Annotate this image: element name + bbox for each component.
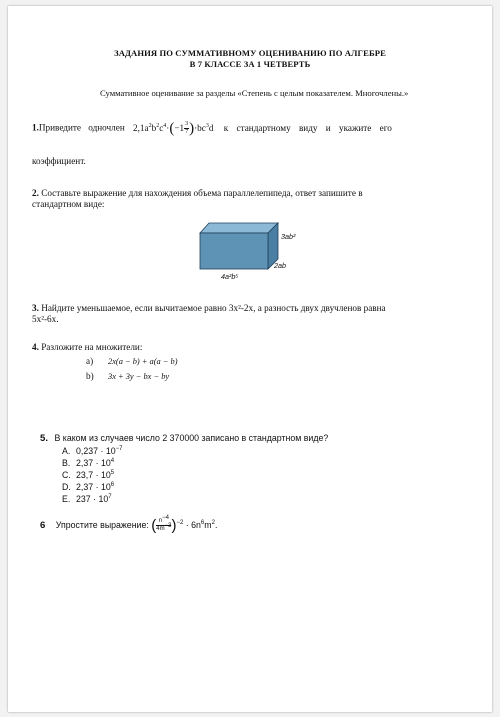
q5-option-d-exp: 6: [110, 482, 115, 489]
q3-number: 3.: [32, 303, 39, 313]
q5-option-d: [62, 482, 114, 492]
q4-item-b-expr: 3x + 3y − bx − by: [108, 372, 170, 381]
q4-item-b: [86, 371, 169, 381]
q4-item-b-label: b): [86, 371, 94, 381]
parallelepiped-diagram: [196, 221, 318, 283]
header-line-2: В 7 КЛАССЕ ЗА 1 ЧЕТВЕРТЬ: [189, 59, 311, 69]
q2-number: 2.: [32, 188, 39, 198]
q5-text: В каком из случаев число 2 370000 записано в стандартном виде?: [54, 433, 329, 443]
q5-option-c-value: 23,7 · 10: [76, 470, 111, 480]
q5-option-e-label: E.: [62, 494, 71, 504]
q5-option-c: [62, 470, 114, 480]
q2-text-line-1: Составьте выражение для нахождения объема параллелепипеда, ответ запишите в: [41, 188, 363, 198]
q1-text-b: к стандартному виду и укажите его: [223, 122, 392, 133]
document-page: [8, 6, 492, 712]
q4-number: 4.: [32, 342, 39, 352]
question-3-line-1: [32, 303, 386, 313]
q5-option-a-label: A.: [62, 446, 71, 456]
q4-item-a-expr: 2x(a − b) + a(a − b): [108, 357, 178, 366]
q5-option-b-label: B.: [62, 458, 71, 468]
q5-option-c-label: C.: [62, 470, 71, 480]
q1-monomial: $2,1a^2b^2c^4\cdot(-1$ $\frac{3}{7}$ )$\cdot bc^3d$: [133, 120, 214, 136]
q5-option-a: [62, 446, 122, 456]
question-5: [40, 433, 328, 444]
q6-expression: ( $\frac{n^{-4}}{4m^{-3}}$ )$^{-2} \cdot 6n^6m^2$.: [151, 515, 218, 534]
q5-option-d-value: 2,37 · 10: [76, 482, 111, 492]
q5-number: 5.: [40, 433, 49, 444]
question-4: [32, 342, 142, 352]
question-2-line-1: [32, 188, 363, 198]
q4-item-a-label: a): [86, 356, 94, 366]
q5-option-e: [62, 494, 112, 504]
q6-text: Упростите выражение:: [55, 519, 149, 530]
box-front-face: [200, 233, 268, 269]
q5-option-b-value: 2,37 · 10: [76, 458, 111, 468]
box-length-label: 4a²b⁵: [221, 272, 239, 281]
q5-option-b: [62, 458, 114, 468]
q5-option-b-exp: 4: [110, 458, 115, 465]
box-depth-label: 2ab: [274, 261, 286, 270]
box-top-face: [200, 223, 278, 233]
q5-option-a-value: 0,237 · 10: [76, 446, 116, 456]
q5-option-e-value: 237 · 10: [76, 494, 109, 504]
q5-option-a-exp: −7: [115, 446, 123, 453]
q5-option-d-label: D.: [62, 482, 71, 492]
q1-text-a: Приведите одночлен: [38, 122, 125, 133]
q5-option-e-exp: 7: [108, 494, 112, 501]
q5-option-c-exp: 5: [110, 470, 115, 477]
header-line-1: ЗАДАНИЯ ПО СУММАТИВНОМУ ОЦЕНИВАНИЮ ПО АЛГЕБРЕ: [114, 48, 386, 58]
q3-text-line-1: Найдите уменьшаемое, если вычитаемое равно 3x²-2x, а разность двух двучленов равна: [41, 303, 386, 313]
intro-text: Суммативное оценивание за разделы «Степень с целым показателем. Многочлены.»: [100, 88, 409, 98]
question-1: [32, 120, 472, 137]
q2-text-line-2: стандартном виде:: [32, 199, 105, 209]
box-height-label: 3ab²: [281, 232, 296, 241]
q1-number: 1.: [32, 122, 39, 133]
q4-text: Разложите на множители:: [41, 342, 143, 352]
q6-number: 6: [40, 519, 46, 531]
question-6: [40, 517, 217, 534]
q1-text-c: коэффициент.: [32, 156, 86, 166]
q3-text-line-2: 5x²-6x.: [32, 314, 59, 324]
q4-item-a: [86, 356, 178, 366]
